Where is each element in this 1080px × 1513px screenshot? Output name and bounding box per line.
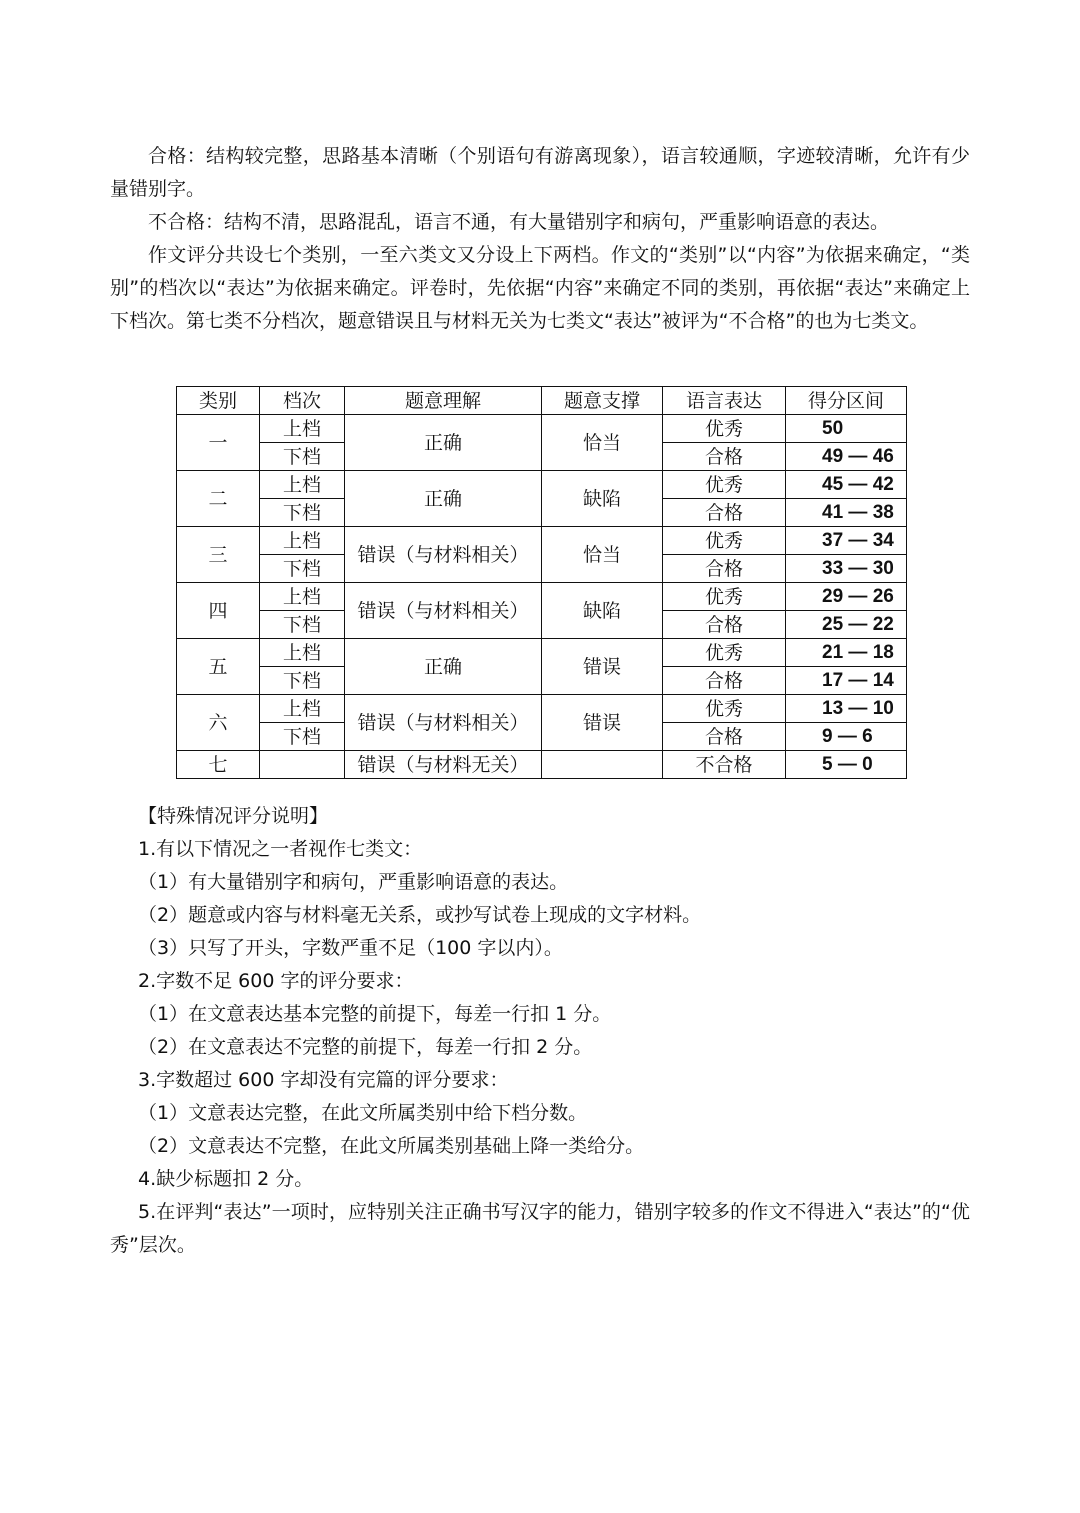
category-cell: 五 [177, 639, 260, 695]
support-cell: 错误 [542, 639, 663, 695]
score-cell: 50 [786, 415, 907, 443]
category-cell: 六 [177, 695, 260, 751]
paragraph-grading-intro: 作文评分共设七个类别，一至六类文又分设上下两档。作文的“类别”以“内容”为依据来确定，“类别”的档次以“表达”为依据来确定。评卷时，先依据“内容”来确定不同的类别，再依据“表达”来确定上下档次。第七类不分档次，题意错误且与材料无关为七类文“表达”被评为“不合格”的也为七类文。 [110, 244, 970, 332]
tier-cell: 上档 [260, 471, 345, 499]
score-cell: 29 — 26 [786, 583, 907, 611]
language-cell: 优秀 [663, 527, 786, 555]
theme-cell: 错误（与材料相关） [345, 527, 542, 583]
score-cell: 25 — 22 [786, 611, 907, 639]
table-row [177, 583, 907, 611]
support-cell [542, 751, 663, 779]
theme-cell: 错误（与材料无关） [345, 751, 542, 779]
tier-cell: 下档 [260, 611, 345, 639]
grading-table [176, 386, 907, 779]
special-item-5-text: 5.在评判“表达”一项时，应特别关注正确书写汉字的能力，错别字较多的作文不得进入“表达”的“优秀”层次。 [110, 1201, 970, 1256]
tier-cell: 下档 [260, 443, 345, 471]
tier-cell: 上档 [260, 527, 345, 555]
special-subitem: （1）文意表达完整，在此文所属类别中给下档分数。 [138, 1102, 588, 1124]
tier-cell: 上档 [260, 583, 345, 611]
category-cell: 二 [177, 471, 260, 527]
paragraph-pass: 合格：结构较完整，思路基本清晰（个别语句有游离现象），语言较通顺，字迹较清晰，允许有少量错别字。 [110, 145, 970, 200]
table-row [177, 751, 907, 779]
language-cell: 合格 [663, 611, 786, 639]
theme-cell: 错误（与材料相关） [345, 695, 542, 751]
table-row [177, 471, 907, 499]
score-cell: 49 — 46 [786, 443, 907, 471]
language-cell: 合格 [663, 555, 786, 583]
special-subitem: （2）在文意表达不完整的前提下，每差一行扣 2 分。 [138, 1036, 593, 1058]
theme-cell: 正确 [345, 639, 542, 695]
theme-cell: 正确 [345, 415, 542, 471]
support-cell: 恰当 [542, 527, 663, 583]
score-cell: 33 — 30 [786, 555, 907, 583]
support-cell: 缺陷 [542, 583, 663, 639]
header-tier: 档次 [260, 387, 345, 415]
tier-cell: 上档 [260, 415, 345, 443]
score-cell: 21 — 18 [786, 639, 907, 667]
tier-cell: 下档 [260, 555, 345, 583]
document-page [110, 140, 970, 1256]
header-category: 类别 [177, 387, 260, 415]
score-cell: 37 — 34 [786, 527, 907, 555]
paragraph-fail: 不合格：结构不清，思路混乱，语言不通，有大量错别字和病句，严重影响语意的表达。 [148, 211, 890, 233]
special-subitem: （1）有大量错别字和病句，严重影响语意的表达。 [138, 871, 569, 893]
header-score-range: 得分区间 [786, 387, 907, 415]
table-row [177, 415, 907, 443]
tier-cell: 下档 [260, 667, 345, 695]
special-subitem: （2）文意表达不完整，在此文所属类别基础上降一类给分。 [138, 1135, 645, 1157]
support-cell: 缺陷 [542, 471, 663, 527]
special-cases-section [110, 800, 998, 1262]
language-cell: 合格 [663, 443, 786, 471]
language-cell: 优秀 [663, 583, 786, 611]
language-cell: 合格 [663, 667, 786, 695]
support-cell: 恰当 [542, 415, 663, 471]
category-cell: 四 [177, 583, 260, 639]
special-subitem: （1）在文意表达基本完整的前提下，每差一行扣 1 分。 [138, 1003, 612, 1025]
score-cell: 45 — 42 [786, 471, 907, 499]
header-theme: 题意理解 [345, 387, 542, 415]
theme-cell: 错误（与材料相关） [345, 583, 542, 639]
tier-cell: 上档 [260, 639, 345, 667]
language-cell: 合格 [663, 499, 786, 527]
table-row [177, 639, 907, 667]
score-cell: 5 — 0 [786, 751, 907, 779]
special-heading: 【特殊情况评分说明】 [138, 805, 329, 827]
score-cell: 13 — 10 [786, 695, 907, 723]
category-cell: 三 [177, 527, 260, 583]
score-cell: 41 — 38 [786, 499, 907, 527]
support-cell: 错误 [542, 695, 663, 751]
language-cell: 优秀 [663, 415, 786, 443]
language-cell: 优秀 [663, 471, 786, 499]
score-cell: 9 — 6 [786, 723, 907, 751]
tier-cell: 上档 [260, 695, 345, 723]
score-cell: 17 — 14 [786, 667, 907, 695]
table-row [177, 695, 907, 723]
language-cell: 不合格 [663, 751, 786, 779]
language-cell: 合格 [663, 723, 786, 751]
tier-cell: 下档 [260, 723, 345, 751]
special-subitem: （3）只写了开头，字数严重不足（100 字以内）。 [138, 937, 563, 959]
special-subitem: （2）题意或内容与材料毫无关系，或抄写试卷上现成的文字材料。 [138, 904, 702, 926]
header-support: 题意支撑 [542, 387, 663, 415]
special-item [110, 1196, 970, 1262]
category-cell: 一 [177, 415, 260, 471]
special-item: 3.字数超过 600 字却没有完篇的评分要求： [138, 1069, 509, 1091]
special-item: 2.字数不足 600 字的评分要求： [138, 970, 414, 992]
table-header-row [177, 387, 907, 415]
language-cell: 优秀 [663, 639, 786, 667]
language-cell: 优秀 [663, 695, 786, 723]
special-item: 1.有以下情况之一者视作七类文： [138, 838, 423, 860]
tier-cell: 下档 [260, 499, 345, 527]
category-cell: 七 [177, 751, 260, 779]
tier-cell [260, 751, 345, 779]
theme-cell: 正确 [345, 471, 542, 527]
special-item: 4.缺少标题扣 2 分。 [138, 1168, 314, 1190]
table-row [177, 527, 907, 555]
header-language: 语言表达 [663, 387, 786, 415]
